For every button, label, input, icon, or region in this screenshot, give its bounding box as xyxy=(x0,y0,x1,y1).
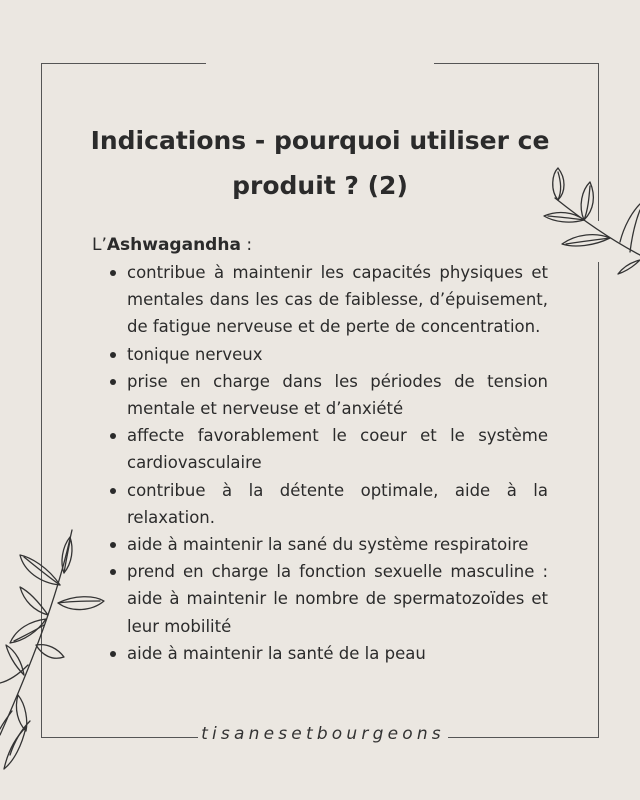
list-item-text: prise en charge dans les périodes de tension mentale et nerveuse et d’anxiété xyxy=(127,371,548,419)
list-item-text: aide à maintenir la sané du système respiratoire xyxy=(127,535,529,555)
bullet-icon xyxy=(110,270,116,276)
page-title xyxy=(80,118,560,208)
list-item-text: contribue à la détente optimale, aide à la relaxation. xyxy=(127,480,548,527)
title-line-2: produit ? (2) xyxy=(232,171,408,200)
list-item xyxy=(108,640,548,667)
plant-name: Ashwagandha xyxy=(106,235,241,255)
frame-right-lower xyxy=(598,262,599,737)
list-item xyxy=(108,477,548,531)
indications-list xyxy=(108,259,548,667)
list-item-text: aide à maintenir la santé de la peau xyxy=(127,643,426,663)
title-line-1: Indications - pourquoi utiliser ce xyxy=(90,126,550,155)
frame-top-right xyxy=(434,63,599,64)
bullet-icon xyxy=(110,433,116,439)
list-item xyxy=(108,259,548,341)
bullet-icon xyxy=(110,379,116,385)
list-item xyxy=(108,558,548,640)
bullet-icon xyxy=(110,488,116,494)
list-item xyxy=(108,422,548,476)
list-item-text: contribue à maintenir les capacités physiques et mentales dans les cas de faiblesse, d’épuisement, de fatigue nerveuse et de perte de concentration. xyxy=(127,263,548,337)
list-item xyxy=(108,531,548,558)
intro-prefix: L’ xyxy=(92,235,107,255)
list-item-text: prend en charge la fonction sexuelle masculine : aide à maintenir le nombre de spermatozoïdes et leur mobilité xyxy=(127,562,548,636)
bullet-icon xyxy=(110,651,116,657)
intro-line xyxy=(92,232,252,259)
list-item-text: tonique nerveux xyxy=(127,344,263,364)
list-item xyxy=(108,368,548,422)
list-item xyxy=(108,341,548,368)
bullet-icon xyxy=(110,352,116,358)
bullet-icon xyxy=(110,542,116,548)
intro-suffix: : xyxy=(240,235,253,255)
bullet-icon xyxy=(110,569,116,575)
brand-signature: tisanesetbourgeons xyxy=(198,722,448,746)
leaf-branch-bottom-left-icon xyxy=(0,525,120,785)
list-item-text: affecte favorablement le coeur et le système cardiovasculaire xyxy=(127,426,548,473)
frame-top-left xyxy=(41,63,206,64)
